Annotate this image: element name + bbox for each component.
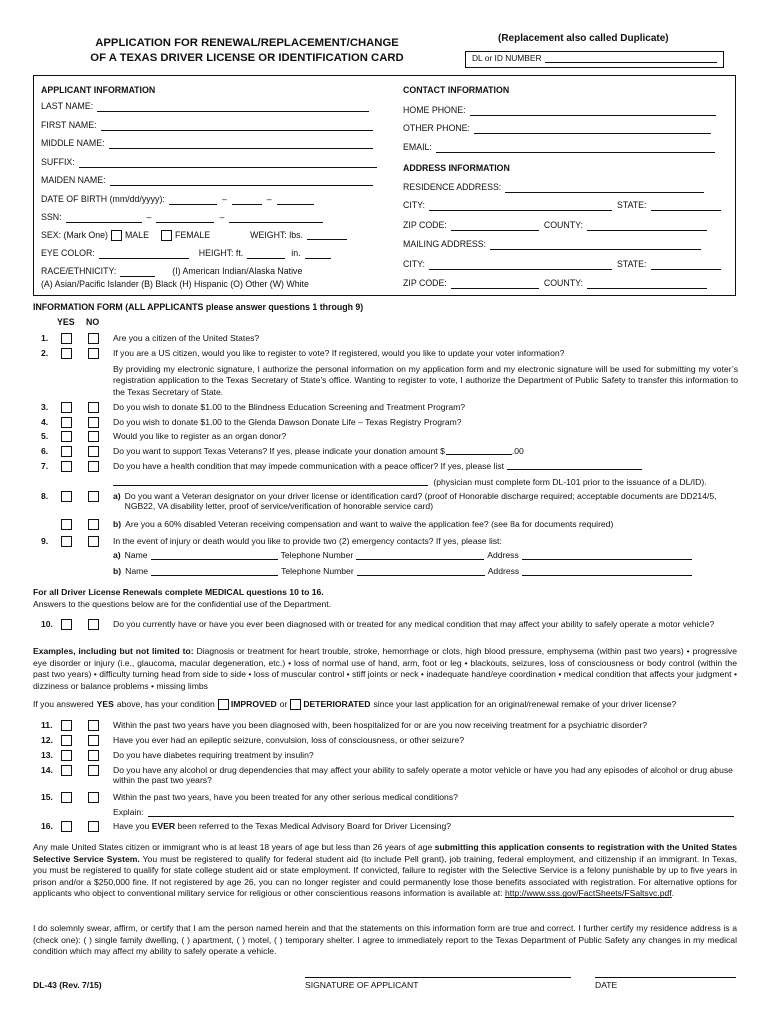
ssn-field[interactable] [41, 212, 323, 223]
selective-service-end: . [671, 888, 675, 899]
residence-address-label: RESIDENCE ADDRESS: [403, 182, 502, 192]
q12-yes-checkbox[interactable] [61, 735, 72, 746]
question-number: 1. [41, 333, 49, 343]
race-options-row [41, 279, 309, 290]
q14-text: Do you have any alcohol or drug dependencies that may affect your ability to safely operate a motor vehicle or have you had any episodes of alcohol or drug abuse within the past two years? [113, 765, 733, 786]
first-name-field[interactable] [41, 120, 373, 131]
condition-change-row [33, 699, 676, 710]
suffix-line[interactable] [79, 159, 377, 168]
dl-id-number-field[interactable] [465, 51, 724, 68]
condition-change-text-3: since your last application for an original/renewal remake of your driver license? [373, 699, 677, 710]
info-form-heading: INFORMATION FORM (ALL APPLICANTS please answer questions 1 through 9) [33, 302, 364, 312]
other-phone-line[interactable] [474, 125, 711, 134]
q9b-row [113, 566, 738, 576]
contact-heading: CONTACT INFORMATION [403, 85, 510, 95]
question-number: 7. [41, 461, 49, 471]
mailing-zip-county-row [403, 278, 707, 289]
q16-text-a: Have you [113, 821, 150, 831]
height-ft-line[interactable] [247, 250, 285, 259]
medical-examples [33, 646, 737, 692]
mailing-state-label: STATE: [617, 259, 647, 269]
mailing-city-state-row [403, 259, 721, 270]
home-phone-line[interactable] [470, 107, 716, 116]
question-number: 6. [41, 446, 49, 456]
mailing-city-label: CITY: [403, 259, 425, 269]
address-heading: ADDRESS INFORMATION [403, 163, 510, 173]
mailing-county-line[interactable] [587, 280, 707, 289]
q4-yes-checkbox[interactable] [61, 417, 72, 428]
first-name-line[interactable] [101, 122, 373, 131]
condition-change-text-1: If you answered [33, 699, 94, 710]
q8b-row [113, 519, 738, 529]
height-label: HEIGHT: ft. [198, 248, 244, 258]
q9b-name-label: Name [125, 566, 149, 576]
dl-id-number-line[interactable] [545, 54, 718, 63]
maiden-name-field[interactable] [41, 175, 373, 186]
q15-no-checkbox[interactable] [88, 792, 99, 803]
q11-yes-checkbox[interactable] [61, 720, 72, 731]
q9b-address-label: Address [487, 566, 520, 576]
duplicate-note: (Replacement also called Duplicate) [498, 33, 669, 44]
q7-text: Do you have a health condition that may impede communication with a peace officer? If yes, please list [113, 461, 505, 471]
q9b-address-line[interactable] [522, 567, 692, 576]
q6-row [113, 446, 738, 456]
medical-subheading: Answers to the questions below are for the confidential use of the Department. [33, 599, 332, 609]
race-line[interactable] [120, 268, 155, 277]
question-number: 13. [41, 750, 53, 760]
dob-day-line[interactable] [232, 196, 262, 205]
condition-change-or: or [279, 699, 288, 710]
height-in-line[interactable] [305, 250, 331, 259]
medical-heading: For all Driver License Renewals complete MEDICAL questions 10 to 16. [33, 587, 324, 597]
q12-no-checkbox[interactable] [88, 735, 99, 746]
suffix-field[interactable] [41, 157, 377, 168]
dob-year-line[interactable] [277, 196, 314, 205]
q3-no-checkbox[interactable] [88, 402, 99, 413]
q16-no-checkbox[interactable] [88, 821, 99, 832]
q9a-row [113, 550, 738, 560]
q6-no-checkbox[interactable] [88, 446, 99, 457]
date-line[interactable] [595, 977, 736, 978]
female-label: FEMALE [174, 230, 211, 241]
male-label: MALE [124, 230, 149, 241]
other-phone-label: OTHER PHONE: [403, 123, 470, 133]
question-number: 9. [41, 536, 49, 546]
q9b-name-line[interactable] [151, 567, 278, 576]
question-number: 2. [41, 348, 49, 358]
q9-text: In the event of injury or death would you like to provide two (2) emergency contacts? If yes, please list: [113, 536, 502, 546]
selective-service-paragraph [33, 842, 737, 900]
q8a-prefix: a) [113, 491, 121, 501]
q9a-address-label: Address [487, 550, 519, 560]
race-row [41, 266, 302, 277]
q15-explain-wrap [113, 807, 738, 817]
signature-label: SIGNATURE OF APPLICANT [305, 980, 419, 990]
ssn-part1-line[interactable] [66, 214, 142, 223]
q7-row [113, 461, 738, 471]
mailing-city-line[interactable] [429, 261, 612, 270]
condition-change-text-2: above, has your condition [116, 699, 215, 710]
mailing-address-label: MAILING ADDRESS: [403, 239, 487, 249]
q9b-telephone-line[interactable] [357, 567, 485, 576]
yes-column-header: YES [57, 317, 75, 327]
suffix-label: SUFFIX: [41, 157, 75, 167]
q5-text: Would you like to register as an organ donor? [113, 431, 287, 441]
signature-line[interactable] [305, 977, 571, 978]
q2-yes-checkbox[interactable] [61, 348, 72, 359]
q16-text-ever: EVER [151, 821, 176, 831]
q8a-text: Do you want a Veteran designator on your driver license or identification card? (proof of Honorable discharge required; acceptable documents are DD214/5, NGB22, VA disability letter, proof of service/verification of honorable service card) [124, 491, 717, 512]
q2-note-text: By providing my electronic signature, I authorize the personal information on my application form and my electronic signature will be used for submitting my voter’s registration application to the Texas Secretary of State’s office. Wanting to register to vote, I authorize the Department of Public Safety to transfer this information to the Texas Secretary of State. [113, 364, 738, 397]
height-in-label: in. [291, 248, 301, 258]
dob-field[interactable] [41, 194, 314, 205]
q16-row [113, 821, 738, 831]
mailing-address-field[interactable] [403, 239, 701, 250]
q9b-prefix: b) [113, 566, 122, 576]
q13-text: Do you have diabetes requiring treatment by insulin? [113, 750, 314, 760]
q4-no-checkbox[interactable] [88, 417, 99, 428]
q6-amount-line[interactable] [446, 446, 512, 455]
male-checkbox[interactable] [111, 230, 122, 241]
q3-yes-checkbox[interactable] [61, 402, 72, 413]
q15-yes-checkbox[interactable] [61, 792, 72, 803]
q6-text: Do you want to support Texas Veterans? If yes, please indicate your donation amount $ [113, 446, 445, 456]
sex-row [41, 230, 347, 241]
ssn-dash-1: – [146, 212, 152, 222]
deteriorated-label: DETERIORATED [303, 699, 371, 710]
medical-examples-label: Examples, including but not limited to: [33, 646, 194, 656]
ssn-part3-line[interactable] [229, 214, 323, 223]
medical-examples-text: Diagnosis or treatment for heart trouble, stroke, hemorrhage or clots, high blood pressure, emphysema (within past two years) • progressive eye disorder or injury (i.e., glaucoma, macular degeneration, etc.) • loss of normal use of hand, arm, foot or leg • blackouts, seizures, loss of consciousness or body control (within the past two years) • difficulty turning head from side to side • loss of muscular control • stiff joints or neck • inadequate hand/eye coordination • medical condition that affects your judgment • dizziness or balance problems • missing limbs [33, 646, 737, 691]
q8b-no-checkbox[interactable] [88, 519, 99, 530]
q5-yes-checkbox[interactable] [61, 431, 72, 442]
mailing-zip-label: ZIP CODE: [403, 278, 447, 288]
race-option-1: (I) American Indian/Alaska Native [172, 266, 303, 276]
q9a-name-line[interactable] [151, 551, 278, 560]
no-column-header: NO [86, 317, 100, 327]
residence-zip-line[interactable] [451, 222, 539, 231]
question-number: 11. [41, 720, 53, 730]
q3-text: Do you wish to donate $1.00 to the Blindness Education Screening and Treatment Program? [113, 402, 466, 412]
q8b-text: Are you a 60% disabled Veteran receiving compensation and want to waive the application fee? (see 8a for documents required) [125, 519, 614, 529]
dob-dash-2: – [266, 194, 272, 204]
residence-city-line[interactable] [429, 202, 612, 211]
q8a-row [113, 491, 738, 512]
residence-zip-county-row [403, 220, 707, 231]
residence-zip-label: ZIP CODE: [403, 220, 447, 230]
last-name-field[interactable] [41, 101, 369, 112]
last-name-label: LAST NAME: [41, 101, 94, 111]
maiden-name-label: MAIDEN NAME: [41, 175, 106, 185]
deteriorated-checkbox[interactable] [290, 699, 301, 710]
q7-note: (physician must complete form DL-101 prior to the issuance of a DL/ID). [433, 477, 707, 487]
question-number: 15. [41, 792, 53, 802]
applicant-heading: APPLICANT INFORMATION [41, 85, 156, 95]
q11-text: Within the past two years have you been diagnosed with, been hospitalized for or are you now receiving treatment for a psychiatric disorder? [113, 720, 648, 730]
question-number: 8. [41, 491, 49, 501]
q6-suffix: .00 [511, 446, 524, 456]
q1-yes-checkbox[interactable] [61, 333, 72, 344]
q1-text: Are you a citizen of the United States? [113, 333, 260, 343]
q13-yes-checkbox[interactable] [61, 750, 72, 761]
dob-month-line[interactable] [169, 196, 217, 205]
weight-label: WEIGHT: lbs. [250, 230, 303, 241]
email-label: EMAIL: [403, 142, 432, 152]
improved-checkbox[interactable] [218, 699, 229, 710]
q10-text: Do you currently have or have you ever been diagnosed with or treated for any medical condition that may affect your ability to safely operate a motor vehicle? [113, 619, 715, 629]
q10-no-checkbox[interactable] [88, 619, 99, 630]
question-number: 12. [41, 735, 53, 745]
q14-no-checkbox[interactable] [88, 765, 99, 776]
eye-height-row [41, 248, 331, 259]
weight-line[interactable] [307, 231, 347, 240]
question-number: 3. [41, 402, 49, 412]
question-number: 16. [41, 821, 53, 831]
mailing-county-label: COUNTY: [543, 278, 583, 288]
female-checkbox[interactable] [161, 230, 172, 241]
q5-no-checkbox[interactable] [88, 431, 99, 442]
q14-yes-checkbox[interactable] [61, 765, 72, 776]
email-field[interactable] [403, 142, 715, 153]
question-number: 4. [41, 417, 49, 427]
form-title-line1: APPLICATION FOR RENEWAL/REPLACEMENT/CHANGE [95, 37, 399, 49]
q7-yes-checkbox[interactable] [61, 461, 72, 472]
q1-no-checkbox[interactable] [88, 333, 99, 344]
eye-color-line[interactable] [99, 250, 189, 259]
q7-note-wrap [113, 477, 738, 487]
form-title [72, 36, 422, 66]
sex-label: SEX: (Mark One) [41, 230, 108, 241]
ssn-label: SSN: [41, 212, 62, 222]
q7-condition-line[interactable] [507, 461, 642, 470]
q2-no-checkbox[interactable] [88, 348, 99, 359]
q2-text: If you are a US citizen, would you like to register to vote? If registered, would you like to update your voter information? [113, 348, 565, 358]
residence-address-line[interactable] [505, 184, 704, 193]
q15-text: Within the past two years, have you been treated for any other serious medical conditions? [113, 792, 458, 802]
form-number: DL-43 (Rev. 7/15) [33, 980, 102, 990]
q10-yes-checkbox[interactable] [61, 619, 72, 630]
dl-id-number-label: DL or ID NUMBER [472, 52, 542, 63]
condition-change-yes: YES [96, 699, 114, 710]
question-number: 14. [41, 765, 53, 775]
q8a-yes-checkbox[interactable] [61, 491, 72, 502]
q8a-no-checkbox[interactable] [88, 491, 99, 502]
dob-dash-1: – [221, 194, 227, 204]
q6-yes-checkbox[interactable] [61, 446, 72, 457]
last-name-line[interactable] [97, 103, 369, 112]
q9a-telephone-line[interactable] [356, 551, 484, 560]
ssn-dash-2: – [219, 212, 225, 222]
home-phone-label: HOME PHONE: [403, 105, 466, 115]
question-number: 10. [41, 619, 53, 629]
q9a-name-label: Name [124, 550, 148, 560]
improved-label: IMPROVED [230, 699, 277, 710]
residence-county-line[interactable] [587, 222, 707, 231]
maiden-name-line[interactable] [110, 177, 373, 186]
q8b-prefix: b) [113, 519, 122, 529]
affirmation-paragraph: I do solemnly swear, affirm, or certify that I am the person named herein and that the statements on this information form are true and correct. I further certify my residence address is a (check one): ( ) single family dwelling, ( ) apartment, ( ) motel, ( ) temporary shelter. I agree to immediately report to the Texas Department of Public Safety any changes in my medical condition which may affect my ability to safely operate a vehicle. [33, 923, 737, 957]
mailing-state-line[interactable] [651, 261, 721, 270]
selective-service-text-1: Any male United States citizen or immigrant who is at least 18 years of age but less than 26 years of age [33, 842, 433, 852]
q7-no-checkbox[interactable] [88, 461, 99, 472]
residence-address-field[interactable] [403, 182, 704, 193]
q16-yes-checkbox[interactable] [61, 821, 72, 832]
q7-condition-line-2[interactable] [113, 477, 428, 486]
q9a-telephone-label: Telephone Number [280, 550, 354, 560]
question-number: 5. [41, 431, 49, 441]
date-label: DATE [595, 980, 618, 990]
residence-city-state-row [403, 200, 721, 211]
residence-city-label: CITY: [403, 200, 425, 210]
form-title-line2: OF A TEXAS DRIVER LICENSE OR IDENTIFICATION CARD [90, 52, 404, 64]
dob-label: DATE OF BIRTH (mm/dd/yyyy): [41, 194, 165, 204]
q13-no-checkbox[interactable] [88, 750, 99, 761]
email-line[interactable] [436, 144, 715, 153]
selective-service-text-2: You must be registered to qualify for federal student aid (to include Pell grant), job training, federal employment, and citizenship if an immigrant. In Texas, you must be registered to qualify for state college student aid or state employment. If convicted, failure to register with the Selective Service is a felony punishable by up to five years in prison and/or a $250,000 fine. If not registered by age 26, you can no longer register and could permanently lose those benefits associated with registration. For alternative options for applicants who object to conventional military service for religious or other conscientious reasons information is available at: [33, 853, 737, 899]
selective-service-link[interactable]: http://www.sss.gov/FactSheets/FSaltsvc.pdf [504, 888, 672, 899]
q9-yes-checkbox[interactable] [61, 536, 72, 547]
q9a-prefix: a) [113, 550, 121, 560]
residence-county-label: COUNTY: [543, 220, 583, 230]
mailing-address-line[interactable] [490, 241, 701, 250]
other-phone-field[interactable] [403, 123, 711, 134]
q9-no-checkbox[interactable] [88, 536, 99, 547]
mailing-zip-line[interactable] [451, 280, 539, 289]
residence-state-label: STATE: [617, 200, 647, 210]
residence-state-line[interactable] [651, 202, 721, 211]
q15-explain-line[interactable] [148, 808, 734, 817]
middle-name-label: MIDDLE NAME: [41, 138, 105, 148]
middle-name-line[interactable] [109, 140, 373, 149]
q16-text-c: been referred to the Texas Medical Advisory Board for Driver Licensing? [177, 821, 452, 831]
eye-color-label: EYE COLOR: [41, 248, 95, 258]
q12-text: Have you ever had an epileptic seizure, convulsion, loss of consciousness, or other seizure? [113, 735, 465, 745]
home-phone-field[interactable] [403, 105, 716, 116]
selective-service-bold: submitting this application consents to registration with the United States Selective Service System. [33, 842, 737, 864]
q8b-yes-checkbox[interactable] [61, 519, 72, 530]
race-option-2: (A) Asian/Pacific Islander (B) Black (H) Hispanic (O) Other (W) White [41, 279, 309, 289]
q15-explain-label: Explain: [113, 807, 144, 817]
first-name-label: FIRST NAME: [41, 120, 97, 130]
middle-name-field[interactable] [41, 138, 373, 149]
q9b-telephone-label: Telephone Number [281, 566, 354, 576]
race-label: RACE/ETHNICITY: [41, 266, 117, 276]
q11-no-checkbox[interactable] [88, 720, 99, 731]
ssn-part2-line[interactable] [156, 214, 214, 223]
q9a-address-line[interactable] [522, 551, 692, 560]
q4-text: Do you wish to donate $1.00 to the Glenda Dawson Donate Life – Texas Registry Program? [113, 417, 462, 427]
